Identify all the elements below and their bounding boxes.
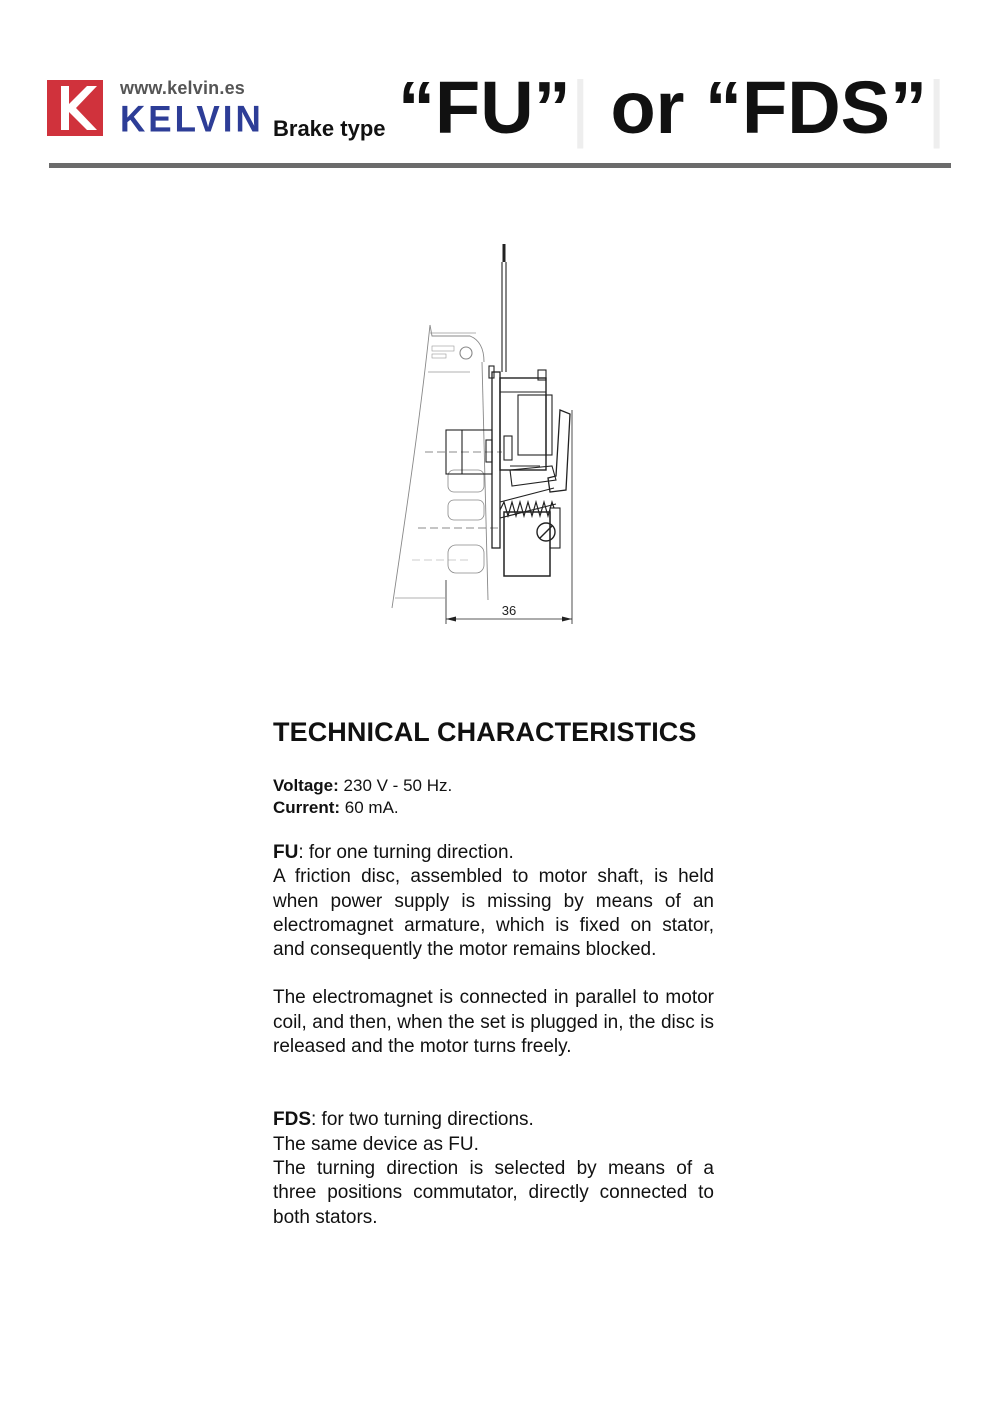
current-spec	[273, 797, 714, 819]
fds-summary-text: : for two turning directions.	[311, 1109, 534, 1131]
title-fds: “FDS”	[705, 66, 928, 149]
brand-name: KELVIN	[120, 99, 264, 140]
current-value: 60 mA.	[340, 798, 399, 817]
website-url: www.kelvin.es	[120, 78, 245, 98]
kelvin-logo-icon	[47, 80, 103, 136]
fds-same-device: The same device as FU.	[273, 1133, 479, 1155]
fds-summary	[273, 1108, 714, 1132]
page-title	[398, 66, 946, 150]
technical-characteristics	[273, 715, 714, 1230]
voltage-spec	[273, 775, 714, 797]
title-separator: |	[927, 66, 947, 149]
title-fu: “FU”	[398, 66, 571, 149]
voltage-label: Voltage:	[273, 776, 339, 795]
dimension-label: 36	[501, 603, 517, 618]
fu-connection-description: The electromagnet is connected in parallel to motor coil, and then, when the set is plugged in, the disc is released and the motor turns freely.	[273, 987, 714, 1058]
fu-description: A friction disc, assembled to motor shaft, is held when power supply is missing by means of an electromagnet armature, which is fixed on stator, and consequently the motor remains blocked.	[273, 866, 714, 961]
header-divider	[49, 163, 951, 168]
fu-summary	[273, 841, 714, 865]
current-label: Current:	[273, 798, 341, 817]
brake-technical-drawing	[370, 238, 600, 630]
fu-name: FU	[273, 842, 299, 863]
title-separator: |	[570, 66, 590, 149]
section-heading: TECHNICAL CHARACTERISTICS	[273, 717, 697, 747]
voltage-value: 230 V - 50 Hz.	[338, 776, 453, 795]
title-or: or	[589, 66, 706, 149]
fds-name: FDS	[273, 1109, 311, 1131]
brake-type-label: Brake type	[273, 116, 386, 141]
fds-description: The turning direction is selected by means of a three positions commutator, directly connected to both stators.	[273, 1157, 714, 1228]
fu-summary-text: : for one turning direction.	[298, 842, 514, 863]
